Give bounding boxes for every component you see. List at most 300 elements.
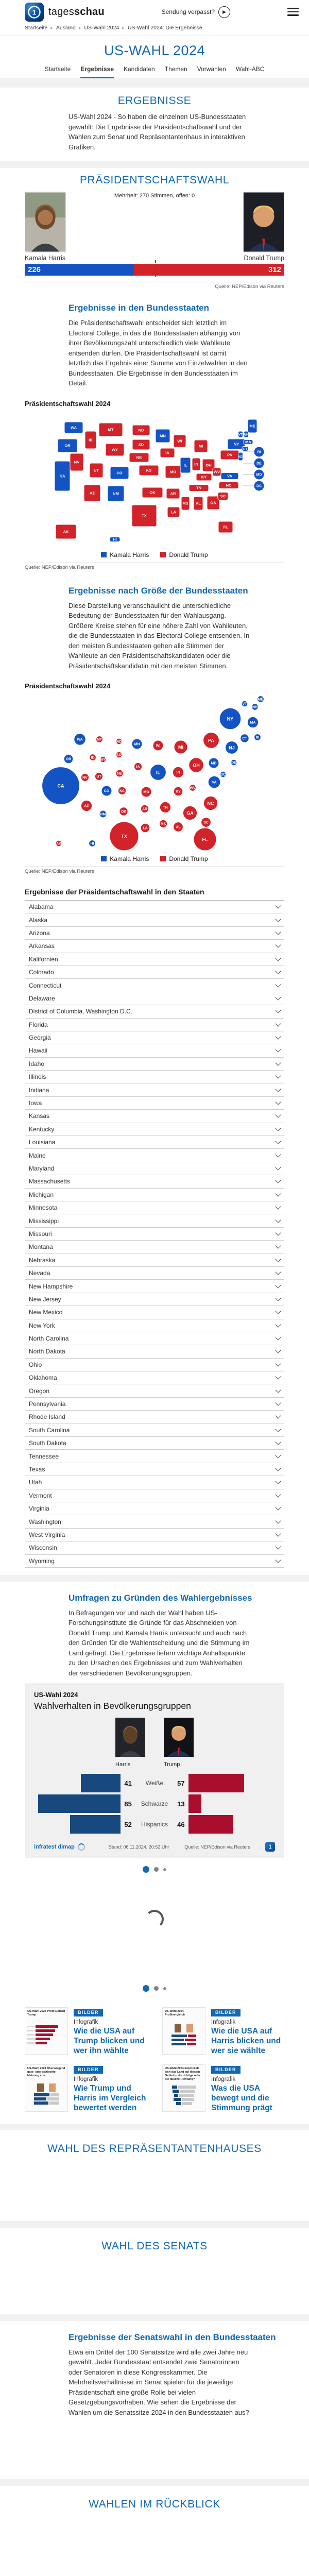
teaser-item-2[interactable] (162, 2007, 284, 2056)
svg-text:PA: PA (227, 452, 232, 457)
thumbnail-caption: US-Wahl 2024 Entwickelt sich das Land auf diesem Gebiet in die richtige oder die falsche Richtung? (165, 2067, 201, 2081)
svg-text:NJ: NJ (229, 745, 235, 751)
map-label: Präsidentschaftswahl 2024 (25, 399, 111, 408)
us-states-map[interactable] (25, 411, 285, 549)
accordion-row-kalifornien[interactable] (25, 953, 284, 966)
accordion-row-nebraska[interactable] (25, 1254, 284, 1267)
svg-text:UT: UT (96, 775, 101, 779)
accordion-row-new-mexico[interactable] (25, 1306, 284, 1319)
accordion-row-louisiana[interactable] (25, 1136, 284, 1149)
accordion-label: Florida (29, 1021, 48, 1028)
svg-text:1: 1 (32, 8, 37, 16)
chevron-down-icon (275, 1086, 281, 1092)
chevron-down-icon (275, 903, 281, 909)
svg-text:AR: AR (142, 807, 148, 811)
play-glyph: ▶ (222, 9, 227, 14)
svg-text:WA: WA (77, 738, 83, 742)
breadcrumb-separator: ▸ (78, 25, 81, 30)
chevron-down-icon (275, 1374, 281, 1380)
accordion-row-texas[interactable] (25, 1463, 284, 1476)
tab-wahl-abc[interactable]: Wahl-ABC (235, 65, 265, 73)
breadcrumb-item[interactable]: US-Wahl 2024 (84, 25, 119, 31)
accordion-label: Wyoming (29, 1557, 55, 1565)
svg-text:TX: TX (142, 513, 147, 518)
chevron-down-icon (275, 1269, 281, 1275)
svg-text:WV: WV (213, 469, 220, 474)
svg-text:NE: NE (136, 455, 142, 460)
accordion-label: Colorado (29, 969, 54, 976)
svg-text:SC: SC (203, 821, 209, 825)
svg-text:WY: WY (100, 758, 106, 762)
source-note: Quelle: NEP/Edison via Reuters (25, 564, 94, 570)
accordion-label: Arizona (29, 929, 50, 937)
chevron-down-icon (275, 916, 281, 922)
svg-text:KS: KS (119, 789, 125, 793)
accordion-row-maine[interactable] (25, 1149, 284, 1162)
accordion-row-vermont[interactable] (25, 1489, 284, 1502)
states-accordion (25, 900, 284, 1568)
svg-text:CT: CT (243, 448, 247, 451)
loading-placeholder (0, 2155, 309, 2221)
teaser-kicker: Infografik (74, 2076, 98, 2083)
accordion-row-delaware[interactable] (25, 992, 284, 1005)
us-cartogram-map[interactable] (25, 692, 285, 853)
trump-bar (188, 1794, 201, 1813)
accordion-label: Hawaii (29, 1047, 48, 1055)
bilder-badge: BILDER (74, 2066, 103, 2074)
chevron-down-icon (275, 994, 281, 1000)
breadcrumb (0, 24, 309, 36)
svg-text:KY: KY (176, 790, 181, 794)
accordion-row-massachusetts[interactable] (25, 1175, 284, 1188)
accordion-label: Washington (29, 1518, 61, 1526)
svg-text:CT: CT (242, 737, 247, 741)
accordion-label: Kalifornien (29, 955, 58, 963)
chevron-down-icon (275, 1033, 281, 1039)
accordion-label: Vermont (29, 1492, 52, 1499)
accordion-row-colorado[interactable] (25, 966, 284, 979)
breadcrumb-item[interactable]: US-Wahl 2024: Die Ergebnisse (127, 25, 202, 31)
accordion-row-nevada[interactable] (25, 1267, 284, 1280)
accordion-label: Maryland (29, 1165, 55, 1172)
umfragen-title: Umfragen zu Gründen des Wahlergebnisses (68, 1592, 252, 1603)
accordion-row-montana[interactable] (25, 1241, 284, 1253)
breadcrumb-item[interactable]: Ausland (56, 25, 76, 31)
carousel-dot-3[interactable] (163, 1868, 166, 1871)
accordion-row-new-york[interactable] (25, 1319, 284, 1332)
accordion-row-pennsylvania[interactable] (25, 1398, 284, 1411)
chevron-down-icon (275, 1531, 281, 1536)
accordion-label: Minnesota (29, 1204, 58, 1212)
harris-value: 41 (124, 1779, 132, 1787)
svg-text:FL: FL (202, 837, 208, 842)
praesidentschaftswahl-title: PRÄSIDENTSCHAFTSWAHL (79, 174, 230, 186)
harris-value: 85 (124, 1800, 132, 1808)
trump-bar (188, 1815, 233, 1834)
accordion-row-michigan[interactable] (25, 1189, 284, 1201)
accordion-label: Illinois (29, 1073, 46, 1081)
tab-themen[interactable]: Themen (164, 65, 187, 73)
accordion-label: Alabama (29, 903, 54, 911)
svg-text:OK: OK (149, 490, 156, 495)
ard-logo-icon: 1 (265, 1842, 275, 1852)
svg-text:VA: VA (227, 473, 232, 479)
svg-text:IN: IN (176, 771, 180, 775)
accordion-label: Nevada (29, 1269, 50, 1277)
repraesentantenhaus-title: WAHL DES REPRÄSENTANTENHAUSES (47, 2142, 262, 2155)
chevron-down-icon (275, 981, 281, 987)
chevron-down-icon (275, 1426, 281, 1432)
svg-text:NC: NC (207, 801, 214, 806)
svg-text:OR: OR (65, 757, 72, 761)
accordion-label: Montana (29, 1243, 53, 1251)
tab-nav (0, 59, 309, 78)
sec-states-text: Die Präsidentschaftswahl entscheidet sich letztlich im Electoral College, in das die Bundesstaaten abhängig von ihrer Bevölkerungszahl unterschiedlich viele Wahlleute entsenden dürfen. Die Präsidentschaftswahl ist damit letztlich das Ergebnis einer Summe von Einzelwahlen in den Bundesstaaten. Die Ergebnisse in den Bundesstaaten im Detail. (68, 319, 248, 387)
chevron-down-icon (275, 1479, 281, 1484)
accordion-row-kansas[interactable] (25, 1110, 284, 1123)
svg-text:OH: OH (193, 762, 200, 768)
chevron-down-icon (275, 1492, 281, 1497)
svg-text:KS: KS (146, 468, 152, 473)
senat-card (0, 2228, 309, 2314)
accordion-row-indiana[interactable] (25, 1083, 284, 1096)
tab-vorwahlen[interactable]: Vorwahlen (197, 65, 226, 73)
tab-startseite[interactable]: Startseite (44, 65, 71, 73)
sec-size-text: Diese Darstellung veranschaulicht die unterschiedliche Bedeutung der Bundesstaaten für den Wahlausgang. Größere Kreise stehen für eine höhere Zahl von Wahlleuten, die die Bundesstaaten in das Electoral College entsenden. In den meisten Bundesstaaten gehen alle Stimmen der Wahlleute an den Präsidentschaftskandidaten oder die Präsidentschaftskandidatin mit den meisten Stimmen. (68, 601, 250, 670)
demo-row-hispanics (34, 1814, 275, 1835)
teaser-item-3[interactable] (25, 2064, 147, 2113)
teaser-kicker: Infografik (211, 2019, 236, 2026)
chevron-down-icon (275, 1518, 281, 1523)
accordion-row-washington[interactable] (25, 1515, 284, 1528)
chevron-down-icon (275, 1047, 281, 1053)
accordion-row-kentucky[interactable] (25, 1123, 284, 1136)
chevron-down-icon (275, 1060, 281, 1065)
trump-value: 57 (177, 1779, 185, 1787)
accordion-label: Georgia (29, 1034, 51, 1042)
trump-photo (243, 192, 284, 252)
chevron-down-icon (275, 1008, 281, 1013)
chevron-down-icon (275, 1361, 281, 1366)
svg-text:AZ: AZ (84, 804, 89, 808)
accordion-row-south-dakota[interactable] (25, 1437, 284, 1450)
demographics-bars (34, 1773, 275, 1835)
chevron-down-icon (275, 1243, 281, 1249)
sec-size-title: Ergebnisse nach Größe der Bundesstaaten (68, 585, 248, 596)
svg-text:NJ: NJ (238, 455, 243, 459)
accordion-label: Texas (29, 1465, 45, 1473)
teaser-title: Wie Trump und Harris im Vergleich bewertet werden (74, 2084, 146, 2112)
svg-text:MS: MS (160, 822, 166, 826)
svg-text:WA: WA (70, 425, 77, 430)
accordion-row-district-of-columbia-washington-d-c-[interactable] (25, 1005, 284, 1018)
chart-title: Wahlverhalten in Bevölkerungsgruppen (34, 1701, 191, 1711)
accordion-row-idaho[interactable] (25, 1058, 284, 1071)
svg-text:MD: MD (256, 473, 262, 477)
svg-text:AL: AL (196, 501, 201, 506)
rueckblick-title: WAHLEN IM RÜCKBLICK (89, 2498, 220, 2511)
accordion-label: Nebraska (29, 1256, 56, 1264)
accordion-row-south-carolina[interactable] (25, 1424, 284, 1437)
harris-votes-bar: 226 (25, 264, 134, 276)
carousel-dot-1[interactable] (143, 1985, 149, 1992)
chevron-down-icon (275, 1204, 281, 1210)
trump-legend-swatch (160, 856, 166, 861)
tab-ergebnisse[interactable]: Ergebnisse (80, 65, 114, 78)
svg-text:ID: ID (91, 756, 95, 760)
svg-text:WI: WI (177, 438, 182, 444)
infratest-chart (25, 1683, 284, 1858)
accordion-row-wisconsin[interactable] (25, 1541, 284, 1554)
svg-text:NC: NC (226, 483, 232, 488)
teaser-item-4[interactable] (162, 2064, 284, 2113)
svg-text:MN: MN (134, 742, 140, 747)
svg-text:MD: MD (211, 761, 217, 766)
harris-bar (70, 1815, 121, 1834)
accordion-row-west-virginia[interactable] (25, 1529, 284, 1541)
svg-text:SD: SD (116, 753, 122, 757)
repraesentantenhaus-card (0, 2130, 309, 2221)
accordion-row-utah[interactable] (25, 1476, 284, 1489)
infratest-dimap-logo: infratest dimap (34, 1843, 75, 1850)
svg-text:GA: GA (210, 500, 216, 505)
accordion-label: New Hampshire (29, 1282, 73, 1290)
senatswahl-card (0, 2321, 309, 2480)
chevron-down-icon (275, 1164, 281, 1170)
trump-votes-bar: 312 (134, 264, 284, 276)
loading-placeholder (0, 2417, 309, 2479)
menu-icon[interactable] (287, 8, 299, 15)
harris-legend-swatch (101, 856, 107, 861)
harris-photo (25, 192, 66, 252)
ergebnisse-text: US-Wahl 2024 - So haben die einzelnen US-Bundesstaaten gewählt: Die Ergebnisse der Präsidentschaftswahl und der Wahlen zum Senat und Repräsentantenhaus in interaktiven Grafiken. (68, 113, 246, 151)
accordion-row-alabama[interactable] (25, 901, 284, 913)
accordion-row-virginia[interactable] (25, 1502, 284, 1515)
senatswahl-text: Etwa ein Drittel der 100 Senatssitze wird alle zwei Jahre neu gewählt. Jeder Bundesstaat entsendet zwei Senatorinnen oder Senatoren in diese Kongresskammer. Die Mehrheitsverhältnisse im Senat spielen für die jeweilige Präsidentschaft eine große Rolle bei vielen Gesetzgebungsvorhaben. Wie sehen die Ergebnisse der Wahlen um die Senatssitze 2024 in den Bundesstaaten aus? (68, 2348, 249, 2416)
group-label: Weiße (145, 1780, 164, 1787)
tagesschau-logo-icon[interactable] (25, 3, 44, 22)
accordion-row-wyoming[interactable] (25, 1555, 284, 1568)
accordion-row-mississippi[interactable] (25, 1214, 284, 1227)
chevron-down-icon (275, 1230, 281, 1235)
chevron-down-icon (275, 1295, 281, 1301)
umfragen-text: In Befragungen vor und nach der Wahl haben US-Forschungsinstitute die Gründe für das Abschneiden von Donald Trump und Kamala Harris untersucht und auch nach den Gründen für die Wahlentscheidung und die Stimmung im Land gefragt. Die Ergebnisse liefern wichtige Anhaltspunkte zu den Ursachen des Ergebnisses und zum Wahlverhalten der verschiedenen Bevölkerungsgruppen. (68, 1608, 250, 1677)
chevron-down-icon (275, 1504, 281, 1510)
chevron-down-icon (275, 1178, 281, 1183)
svg-text:IL: IL (183, 463, 187, 468)
svg-text:AR: AR (170, 491, 176, 496)
chevron-down-icon (275, 1256, 281, 1262)
svg-text:OR: OR (64, 443, 71, 448)
chevron-down-icon (275, 1021, 281, 1026)
tab-kandidaten[interactable]: Kandidaten (124, 65, 155, 73)
svg-text:MI: MI (198, 444, 203, 449)
chevron-down-icon (275, 1191, 281, 1196)
accordion-row-connecticut[interactable] (25, 979, 284, 992)
teaser-item-1[interactable] (25, 2007, 147, 2056)
chart-kicker: US-Wahl 2024 (34, 1691, 78, 1699)
svg-text:NM: NM (100, 812, 106, 817)
svg-text:MA: MA (250, 721, 256, 725)
teaser-thumbnail (25, 2007, 68, 2055)
accordion-row-arizona[interactable] (25, 927, 284, 940)
accordion-row-georgia[interactable] (25, 1031, 284, 1044)
thumbnail-caption: US-Wahl 2024 Profilvergleich (165, 2010, 185, 2017)
harris-chart-photo (115, 1718, 145, 1757)
accordion-row-illinois[interactable] (25, 1071, 284, 1083)
accordion-row-new-hampshire[interactable] (25, 1280, 284, 1293)
accordion-label: North Dakota (29, 1348, 65, 1355)
accordion-row-missouri[interactable] (25, 1228, 284, 1241)
majority-note: Mehrheit: 270 Stimmen, offen: 0 (114, 193, 195, 199)
svg-text:DC: DC (220, 773, 226, 777)
chevron-down-icon (275, 1387, 281, 1393)
svg-text:HI: HI (113, 537, 117, 542)
svg-text:OK: OK (121, 810, 127, 814)
svg-text:DE: DE (231, 761, 236, 765)
tagesschau-wordmark[interactable]: tagesschau (48, 6, 105, 18)
teaser-thumbnail (162, 2007, 205, 2055)
svg-text:DE: DE (256, 462, 262, 466)
demo-row-weiße (34, 1773, 275, 1793)
teaser-title: Wie die USA auf Harris blicken und wer sie wählte (211, 2027, 281, 2056)
svg-text:ME: ME (258, 698, 264, 702)
chevron-down-icon (275, 1139, 281, 1144)
svg-text:NV: NV (74, 460, 80, 465)
chevron-down-icon (275, 1151, 281, 1157)
accordion-row-tennessee[interactable] (25, 1450, 284, 1463)
chevron-down-icon (275, 1544, 281, 1550)
svg-text:RI: RI (257, 450, 261, 454)
carousel-dot-2[interactable] (154, 1986, 159, 1991)
accordion-row-alaska[interactable] (25, 913, 284, 926)
play-icon[interactable] (218, 6, 230, 18)
accordion-row-iowa[interactable] (25, 1097, 284, 1110)
accordion-row-ohio[interactable] (25, 1359, 284, 1371)
svg-text:CA: CA (57, 783, 64, 789)
map-label: Präsidentschaftswahl 2024 (25, 682, 111, 690)
loading-spinner (145, 1910, 164, 1928)
chevron-down-icon (275, 1348, 281, 1353)
accordion-row-oklahoma[interactable] (25, 1371, 284, 1384)
breadcrumb-item[interactable]: Startseite (25, 25, 48, 31)
accordion-row-minnesota[interactable] (25, 1201, 284, 1214)
accordion-title: Ergebnisse der Präsidentschaftswahl in den Staaten (25, 888, 204, 896)
accordion-label: Missouri (29, 1230, 52, 1238)
accordion-label: Michigan (29, 1191, 54, 1198)
harris-bar (81, 1774, 121, 1792)
chart-stand: Stand: 06.11.2024, 20:52 Uhr (108, 1844, 169, 1850)
accordion-label: Utah (29, 1479, 42, 1486)
accordion-label: Oklahoma (29, 1374, 57, 1382)
chevron-down-icon (275, 1400, 281, 1405)
accordion-row-new-jersey[interactable] (25, 1293, 284, 1306)
trump-bar (188, 1774, 244, 1792)
svg-text:UT: UT (94, 468, 99, 473)
svg-text:MN: MN (160, 433, 166, 438)
thumbnail-caption: US-Wahl 2024 Profil Donald Trump (27, 2010, 65, 2017)
chevron-down-icon (275, 1099, 281, 1105)
chevron-down-icon (275, 1321, 281, 1327)
accordion-label: Kentucky (29, 1125, 55, 1133)
svg-text:IA: IA (136, 765, 140, 769)
svg-text:LA: LA (143, 826, 148, 831)
accordion-label: North Carolina (29, 1335, 69, 1343)
accordion-label: District of Columbia, Washington D.C. (29, 1008, 132, 1015)
accordion-row-north-carolina[interactable] (25, 1332, 284, 1345)
accordion-label: West Virginia (29, 1531, 65, 1538)
svg-text:MA: MA (245, 439, 251, 445)
svg-text:VT: VT (238, 433, 243, 437)
trump-chart-label: Trump (164, 1761, 180, 1768)
svg-text:AK: AK (56, 842, 62, 846)
accordion-row-north-dakota[interactable] (25, 1345, 284, 1358)
teaser-grid (0, 2007, 309, 2113)
svg-text:CO: CO (116, 470, 123, 476)
trump-chart-photo (164, 1718, 194, 1757)
accordion-row-arkansas[interactable] (25, 940, 284, 953)
accordion-label: Ohio (29, 1361, 42, 1368)
teaser-thumbnail (162, 2064, 205, 2112)
chevron-down-icon (275, 955, 281, 961)
accordion-row-oregon[interactable] (25, 1384, 284, 1397)
majority-marker (155, 260, 156, 277)
accordion-label: Oregon (29, 1387, 50, 1395)
sec-states-title: Ergebnisse in den Bundesstaaten (68, 303, 210, 313)
svg-text:NH: NH (252, 705, 258, 709)
svg-text:VA: VA (212, 781, 217, 785)
chevron-down-icon (275, 1309, 281, 1314)
group-label: Hispanics (141, 1821, 168, 1828)
svg-text:MT: MT (108, 427, 114, 432)
missed-show-link[interactable]: Sendung verpasst? (161, 8, 215, 15)
svg-text:KY: KY (201, 474, 207, 480)
carousel-dot-3[interactable] (163, 1987, 166, 1990)
chevron-down-icon (275, 1125, 281, 1131)
carousel-dot-1[interactable] (143, 1866, 149, 1873)
accordion-label: Pennsylvania (29, 1400, 66, 1408)
demo-row-schwarze (34, 1793, 275, 1814)
accordion-label: New Mexico (29, 1309, 63, 1316)
svg-text:RI: RI (255, 736, 260, 740)
accordion-label: Arkansas (29, 942, 55, 950)
svg-text:NV: NV (82, 776, 88, 780)
svg-text:TX: TX (121, 834, 127, 839)
chevron-down-icon (275, 1465, 281, 1471)
accordion-row-hawaii[interactable] (25, 1044, 284, 1057)
harris-bar (38, 1794, 121, 1813)
accordion-label: Rhode Island (29, 1413, 65, 1421)
svg-text:NY: NY (227, 716, 234, 722)
svg-text:AZ: AZ (90, 490, 95, 496)
accordion-row-rhode-island[interactable] (25, 1411, 284, 1423)
rueckblick-card (0, 2486, 309, 2576)
svg-text:ND: ND (138, 428, 144, 433)
carousel-dot-2[interactable] (154, 1867, 159, 1872)
bilder-badge: BILDER (74, 2009, 103, 2016)
accordion-row-maryland[interactable] (25, 1162, 284, 1175)
map-legend: Kamala Harris Donald Trump (0, 855, 309, 862)
accordion-row-florida[interactable] (25, 1019, 284, 1031)
accordion-label: Indiana (29, 1086, 49, 1094)
chevron-down-icon (275, 942, 281, 948)
loading-placeholder (0, 2252, 309, 2314)
accordion-label: South Carolina (29, 1426, 70, 1434)
svg-text:ID: ID (89, 437, 93, 443)
svg-text:VT: VT (242, 702, 247, 706)
trump-value: 46 (177, 1820, 185, 1828)
breadcrumb-separator: ▸ (122, 25, 125, 30)
